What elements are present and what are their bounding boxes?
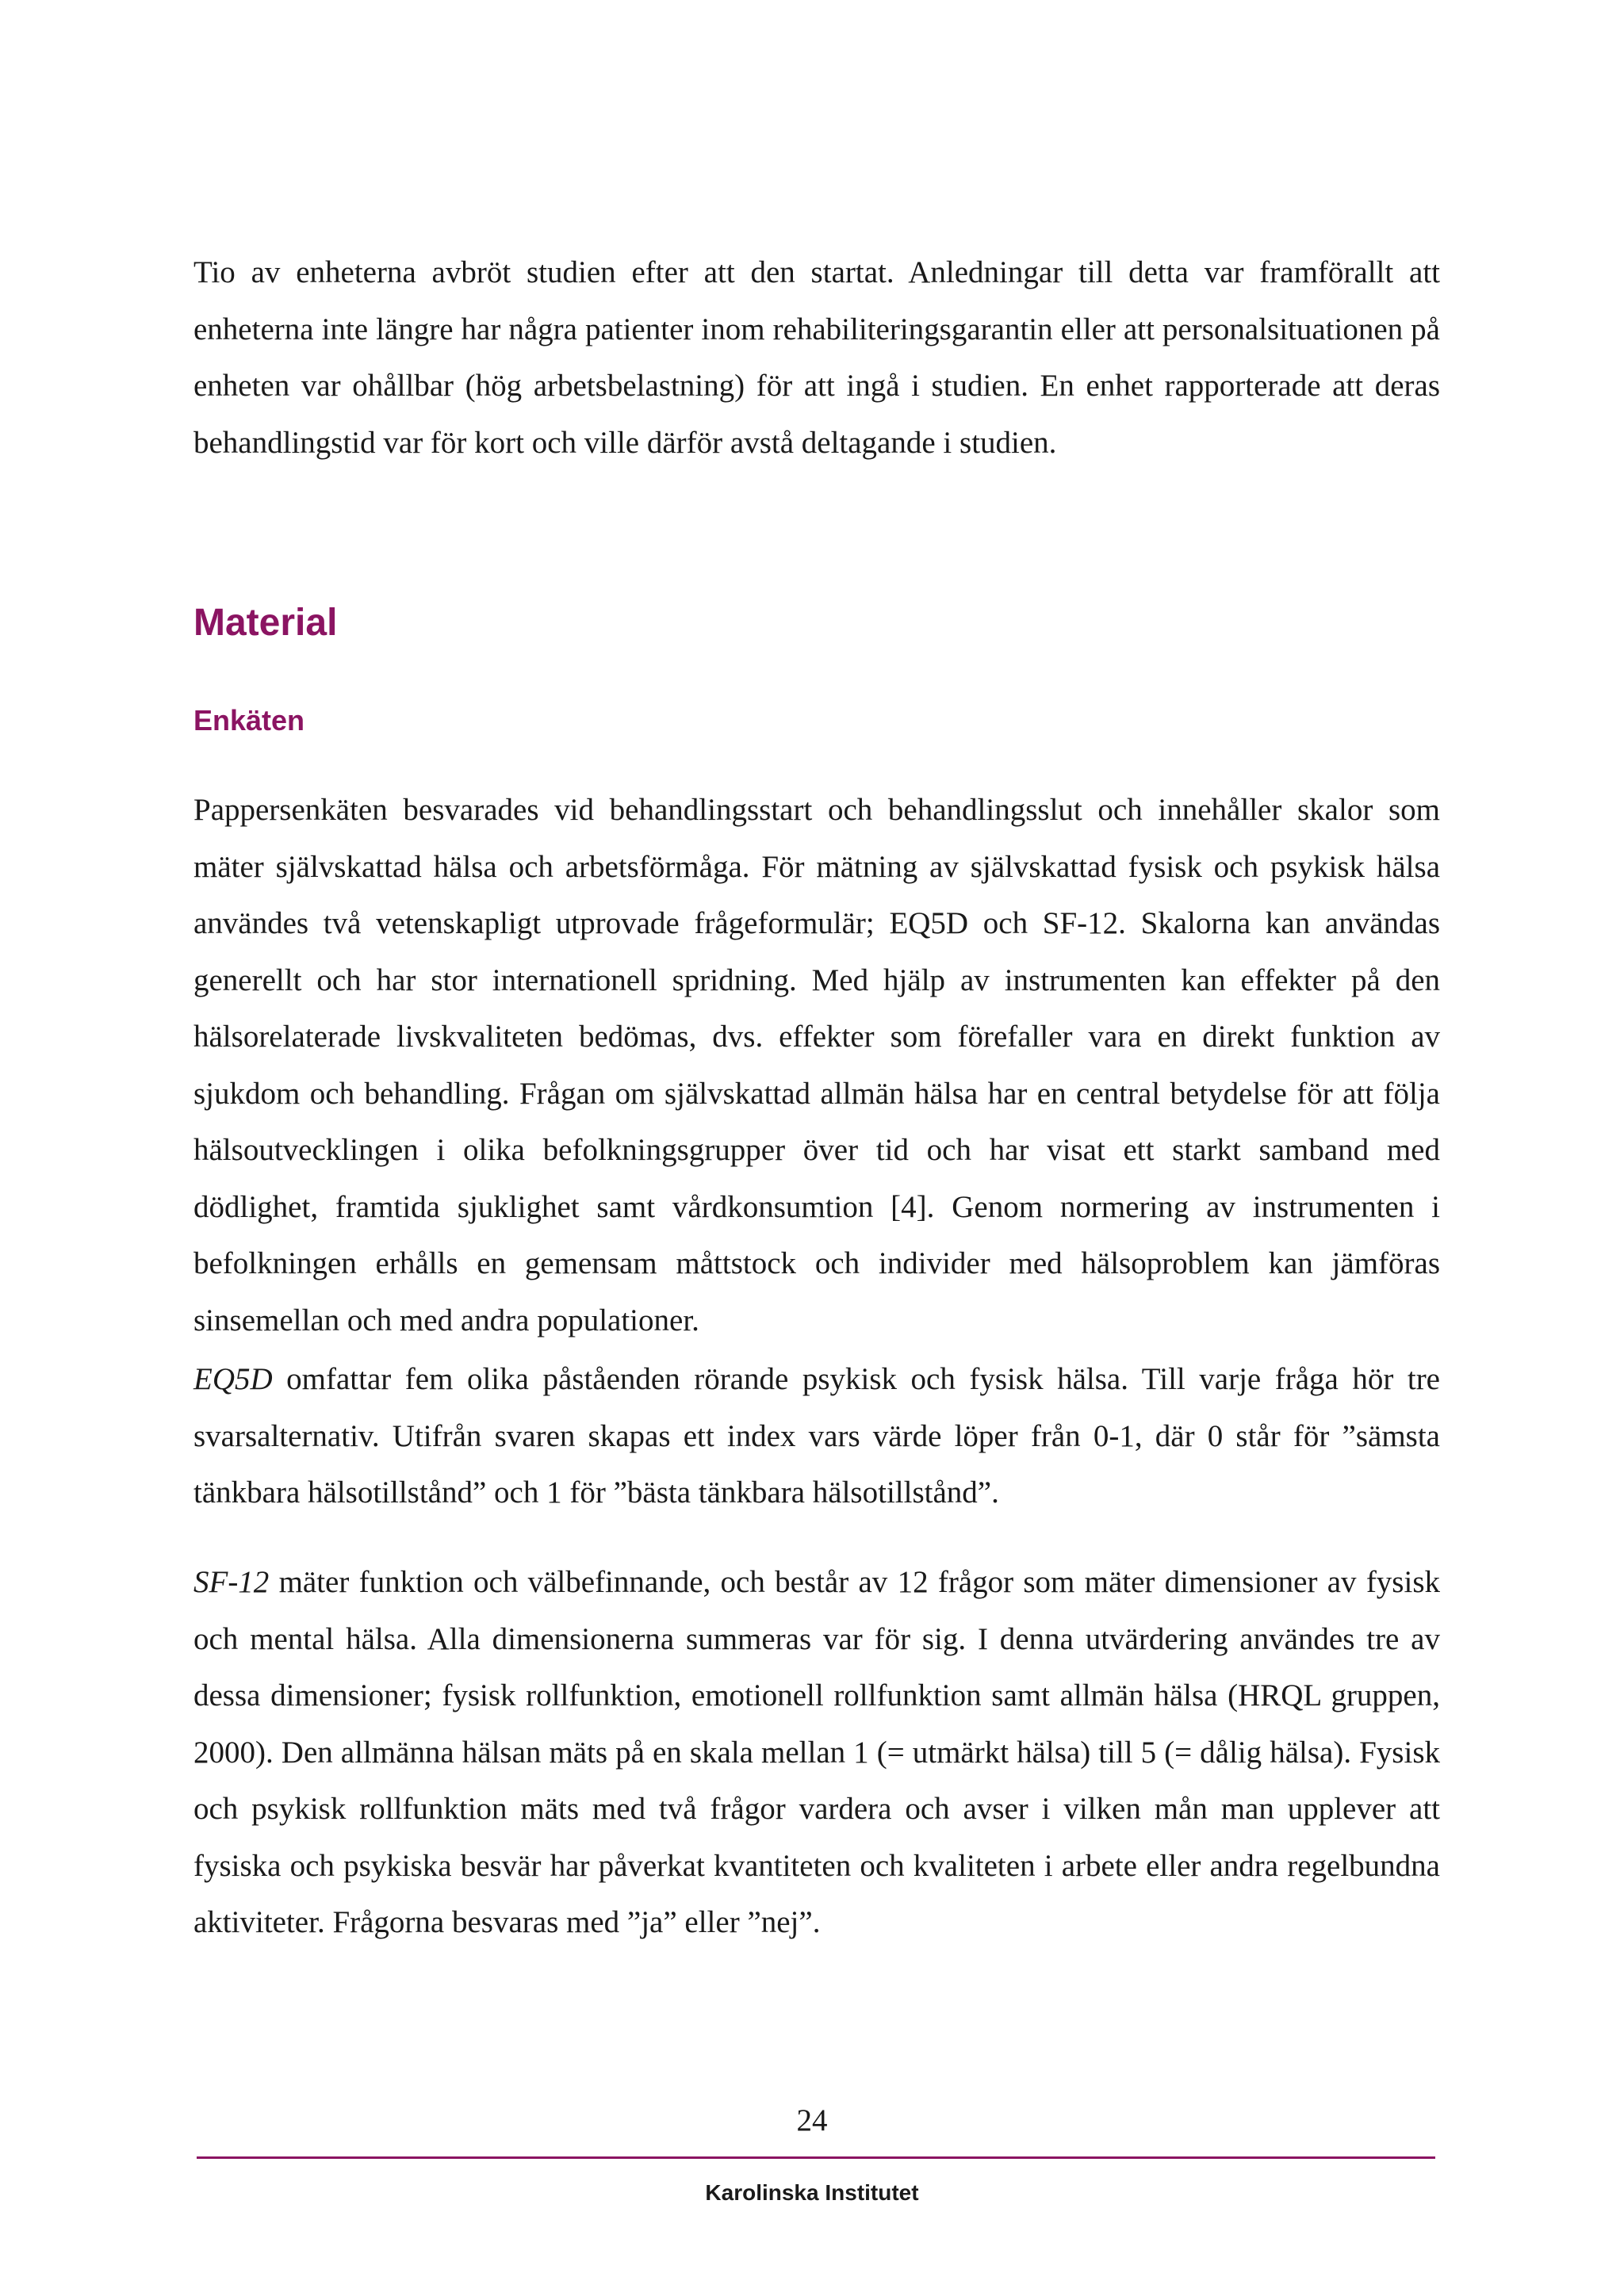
footer-divider <box>197 2156 1435 2159</box>
eq5d-term: EQ5D <box>193 1362 273 1396</box>
survey-paragraph-block <box>193 782 1440 1349</box>
page-number: 24 <box>796 2103 828 2137</box>
eq5d-paragraph-block <box>193 1351 1440 1521</box>
intro-paragraph: Tio av enheterna avbröt studien efter att den startat. Anledningar till detta var framförallt att enheterna inte längre har några patienter inom rehabiliteringsgarantin eller att personalsituationen på enheten var ohållbar (hög arbetsbelastning) för att ingå i studien. En enhet rapporterade att deras behandlingstid var för kort och ville därför avstå deltagande i studien. <box>193 255 1440 460</box>
eq5d-text: omfattar fem olika påståenden rörande psykisk och fysisk hälsa. Till varje fråga hör tre svarsalternativ. Utifrån svaren skapas ett index vars värde löper från 0-1, där 0 står för ”sämsta tänkbara hälsotillstånd” och 1 för ”bästa tänkbara hälsotillstånd”. <box>193 1362 1440 1510</box>
eq5d-paragraph <box>193 1351 1440 1521</box>
sf12-paragraph <box>193 1554 1440 1951</box>
sf12-term: SF-12 <box>193 1565 270 1599</box>
intro-paragraph-block <box>193 244 1440 471</box>
survey-paragraph: Pappersenkäten besvarades vid behandlingsstart och behandlingsslut och innehåller skalor som mäter självskattad hälsa och arbetsförmåga. För mätning av självskattad fysisk och psykisk hälsa användes två vetenskapligt utprovade frågeformulär; EQ5D och SF-12. Skalorna kan användas generellt och har stor internationell spridning. Med hjälp av instrumenten kan effekter på den hälsorelaterade livskvaliteten bedömas, dvs. effekter som förefaller vara en direkt funktion av sjukdom och behandling. Frågan om självskattad allmän hälsa har en central betydelse för att följa hälsoutvecklingen i olika befolkningsgrupper över tid och har visat ett starkt samband med dödlighet, framtida sjuklighet samt vårdkonsumtion [4]. Genom normering av instrumenten i befolkningen erhålls en gemensam måttstock och individer med hälsoproblem kan jämföras sinsemellan och med andra populationer. <box>193 793 1440 1337</box>
sf12-paragraph-block <box>193 1554 1440 1951</box>
sf12-text: mäter funktion och välbefinnande, och består av 12 frågor som mäter dimensioner av fysisk och mental hälsa. Alla dimensionerna summeras var för sig. I denna utvärdering användes tre av dessa dimensioner; fysisk rollfunktion, emotionell rollfunktion samt allmän hälsa (HRQL gruppen, 2000). Den allmänna hälsan mäts på en skala mellan 1 (= utmärkt hälsa) till 5 (= dålig hälsa). Fysisk och psykisk rollfunktion mäts med två frågor vardera och avser i vilken mån man upplever att fysiska och psykiska besvär har påverkat kvantiteten och kvaliteten i arbete eller andra regelbundna aktiviteter. Frågorna besvaras med ”ja” eller ”nej”. <box>193 1565 1440 1939</box>
section-heading: Material <box>193 602 338 644</box>
subsection-heading: Enkäten <box>193 704 305 737</box>
footer-institution: Karolinska Institutet <box>705 2180 919 2205</box>
